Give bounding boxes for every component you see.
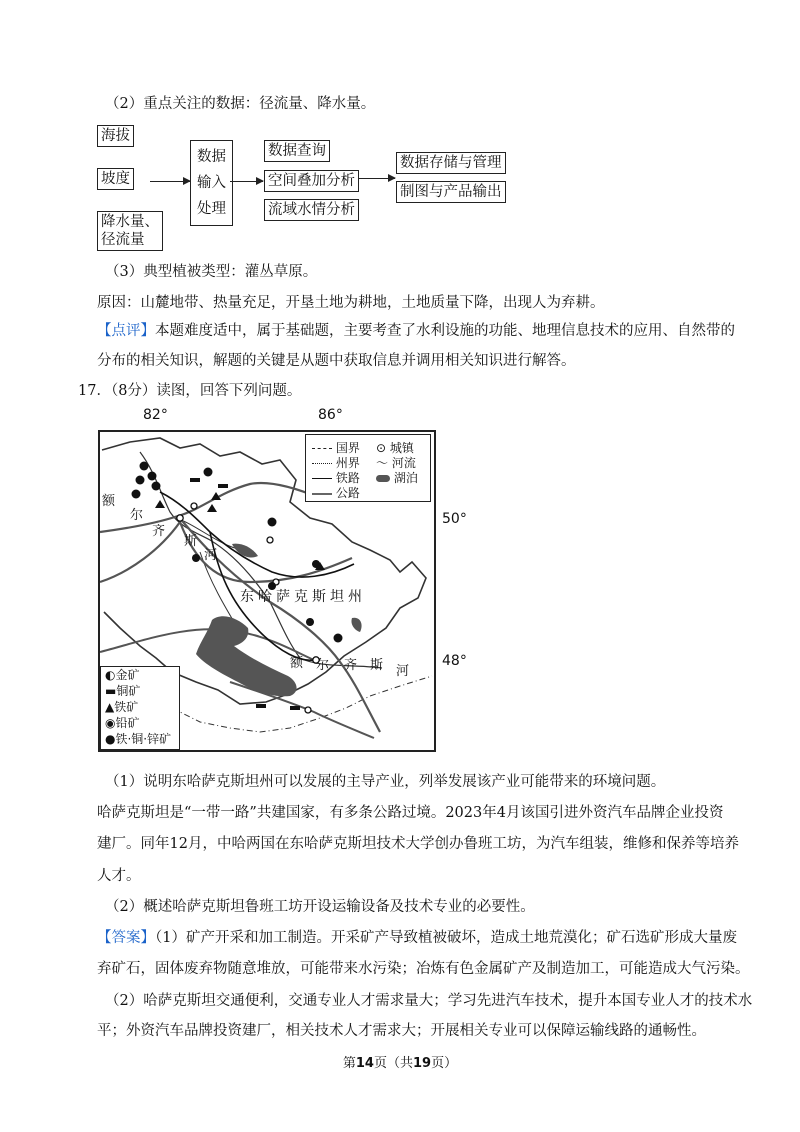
flow-analysis-query: 数据查询 <box>264 140 330 162</box>
q16-part3: （3）典型植被类型：灌丛草原。 <box>105 264 318 280</box>
legend-river: ～ 河流 <box>376 456 416 470</box>
flow-input-precip-runoff: 降水量、 径流量 <box>97 211 163 251</box>
q16-part2: （2）重点关注的数据：径流量、降水量。 <box>105 96 376 112</box>
q16-reason: 原因：山麓地带、热量充足，开垦土地为耕地，土地质量下降，出现人为弃耕。 <box>97 295 605 311</box>
page-number: 14 <box>355 1056 374 1071</box>
region-label: 东哈萨克斯坦州 <box>240 589 366 605</box>
passage-line1: 哈萨克斯坦是“一带一路”共建国家，有多条公路过境。2023年4月该国引进外资汽车品牌企业投资 <box>97 805 724 821</box>
answer-line1: 【答案】（1）矿产开采和加工制造。开采矿产导致植被破坏，造成土地荒漠化；矿石选矿形成大量废 <box>97 930 737 946</box>
map-legend <box>305 434 431 502</box>
flow-output-mapping: 制图与产品输出 <box>396 181 506 203</box>
answer-line3: （2）哈萨克斯坦交通便利，交通专业人才需求量大；学习先进汽车技术，提升本国专业人才的技术水 <box>105 993 753 1009</box>
flow-analysis-overlay: 空间叠加分析 <box>264 170 359 192</box>
q17-heading: 17．（8分）读图，回答下列问题。 <box>78 383 302 399</box>
legend-road: 公路 <box>312 484 360 501</box>
flow-arrow-3 <box>358 178 395 179</box>
flow-input-slope: 坡度 <box>97 168 134 190</box>
legend-lake: 湖泊 <box>376 469 418 486</box>
lon-82-label: 82° <box>143 407 168 423</box>
passage-line3: 人才。 <box>97 868 141 884</box>
q17-question2: （2）概述哈萨克斯坦鲁班工坊开设运输设备及技术专业的必要性。 <box>105 899 535 915</box>
legend-mixed: ●铁·铜·锌矿 <box>105 732 172 746</box>
mineral-legend <box>100 666 180 750</box>
legend-lead: ◉铅矿 <box>105 716 140 730</box>
flow-arrow-1 <box>150 181 190 182</box>
legend-railway: 铁路 <box>312 469 360 486</box>
answer-tag: 【答案】 <box>97 930 155 946</box>
legend-copper: ▬铜矿 <box>105 684 141 698</box>
legend-country-border: 国界 <box>312 439 360 456</box>
flow-process: 数据 输入 处理 <box>190 140 233 226</box>
q16-comment-line2: 分布的相关知识，解题的关键是从题中获取信息并调用相关知识进行解答。 <box>97 353 576 369</box>
flow-input-altitude: 海拔 <box>97 125 134 147</box>
map-east-kazakhstan: 国界 州界 铁路 公路 ⊙ 城镇 ～ 河流 湖泊 ◐金矿 ▬铜矿 ▲铁矿 ◉铅矿 ●铁·铜·锌矿 东哈萨克斯坦州 额 尔 齐 斯 河 额 尔 齐 斯 河 <box>98 430 436 752</box>
flow-analysis-watershed: 流域水情分析 <box>264 199 359 221</box>
flow-arrow-2 <box>230 181 263 182</box>
legend-gold: ◐金矿 <box>105 668 140 682</box>
answer-line4: 平；外资汽车品牌投资建厂，相关技术人才需求大；开展相关专业可以保障运输线路的通畅性。 <box>97 1023 706 1039</box>
legend-state-border: 州界 <box>312 454 360 471</box>
lat-48-label: 48° <box>442 653 467 669</box>
legend-iron: ▲铁矿 <box>105 700 139 714</box>
answer-line2: 弃矿石，固体废弃物随意堆放，可能带来水污染；冶炼有色金属矿产及制造加工，可能造成大气污染。 <box>97 961 750 977</box>
flow-output-storage: 数据存储与管理 <box>396 152 506 174</box>
comment-tag: 【点评】 <box>97 323 155 339</box>
page-footer: 第14页（共19页） <box>342 1056 458 1071</box>
page-total: 19 <box>413 1056 432 1071</box>
q16-comment-line1: 【点评】本题难度适中，属于基础题，主要考查了水利设施的功能、地理信息技术的应用、自然带的 <box>97 323 735 339</box>
lat-50-label: 50° <box>442 511 467 527</box>
legend-town: ⊙ 城镇 <box>376 441 414 455</box>
q17-question1: （1）说明东哈萨克斯坦州可以发展的主导产业，列举发展该产业可能带来的环境问题。 <box>105 774 666 790</box>
passage-line2: 建厂。同年12月，中哈两国在东哈萨克斯坦技术大学创办鲁班工坊，为汽车组装，维修和保养等培养 <box>97 836 739 852</box>
lon-86-label: 86° <box>318 407 343 423</box>
